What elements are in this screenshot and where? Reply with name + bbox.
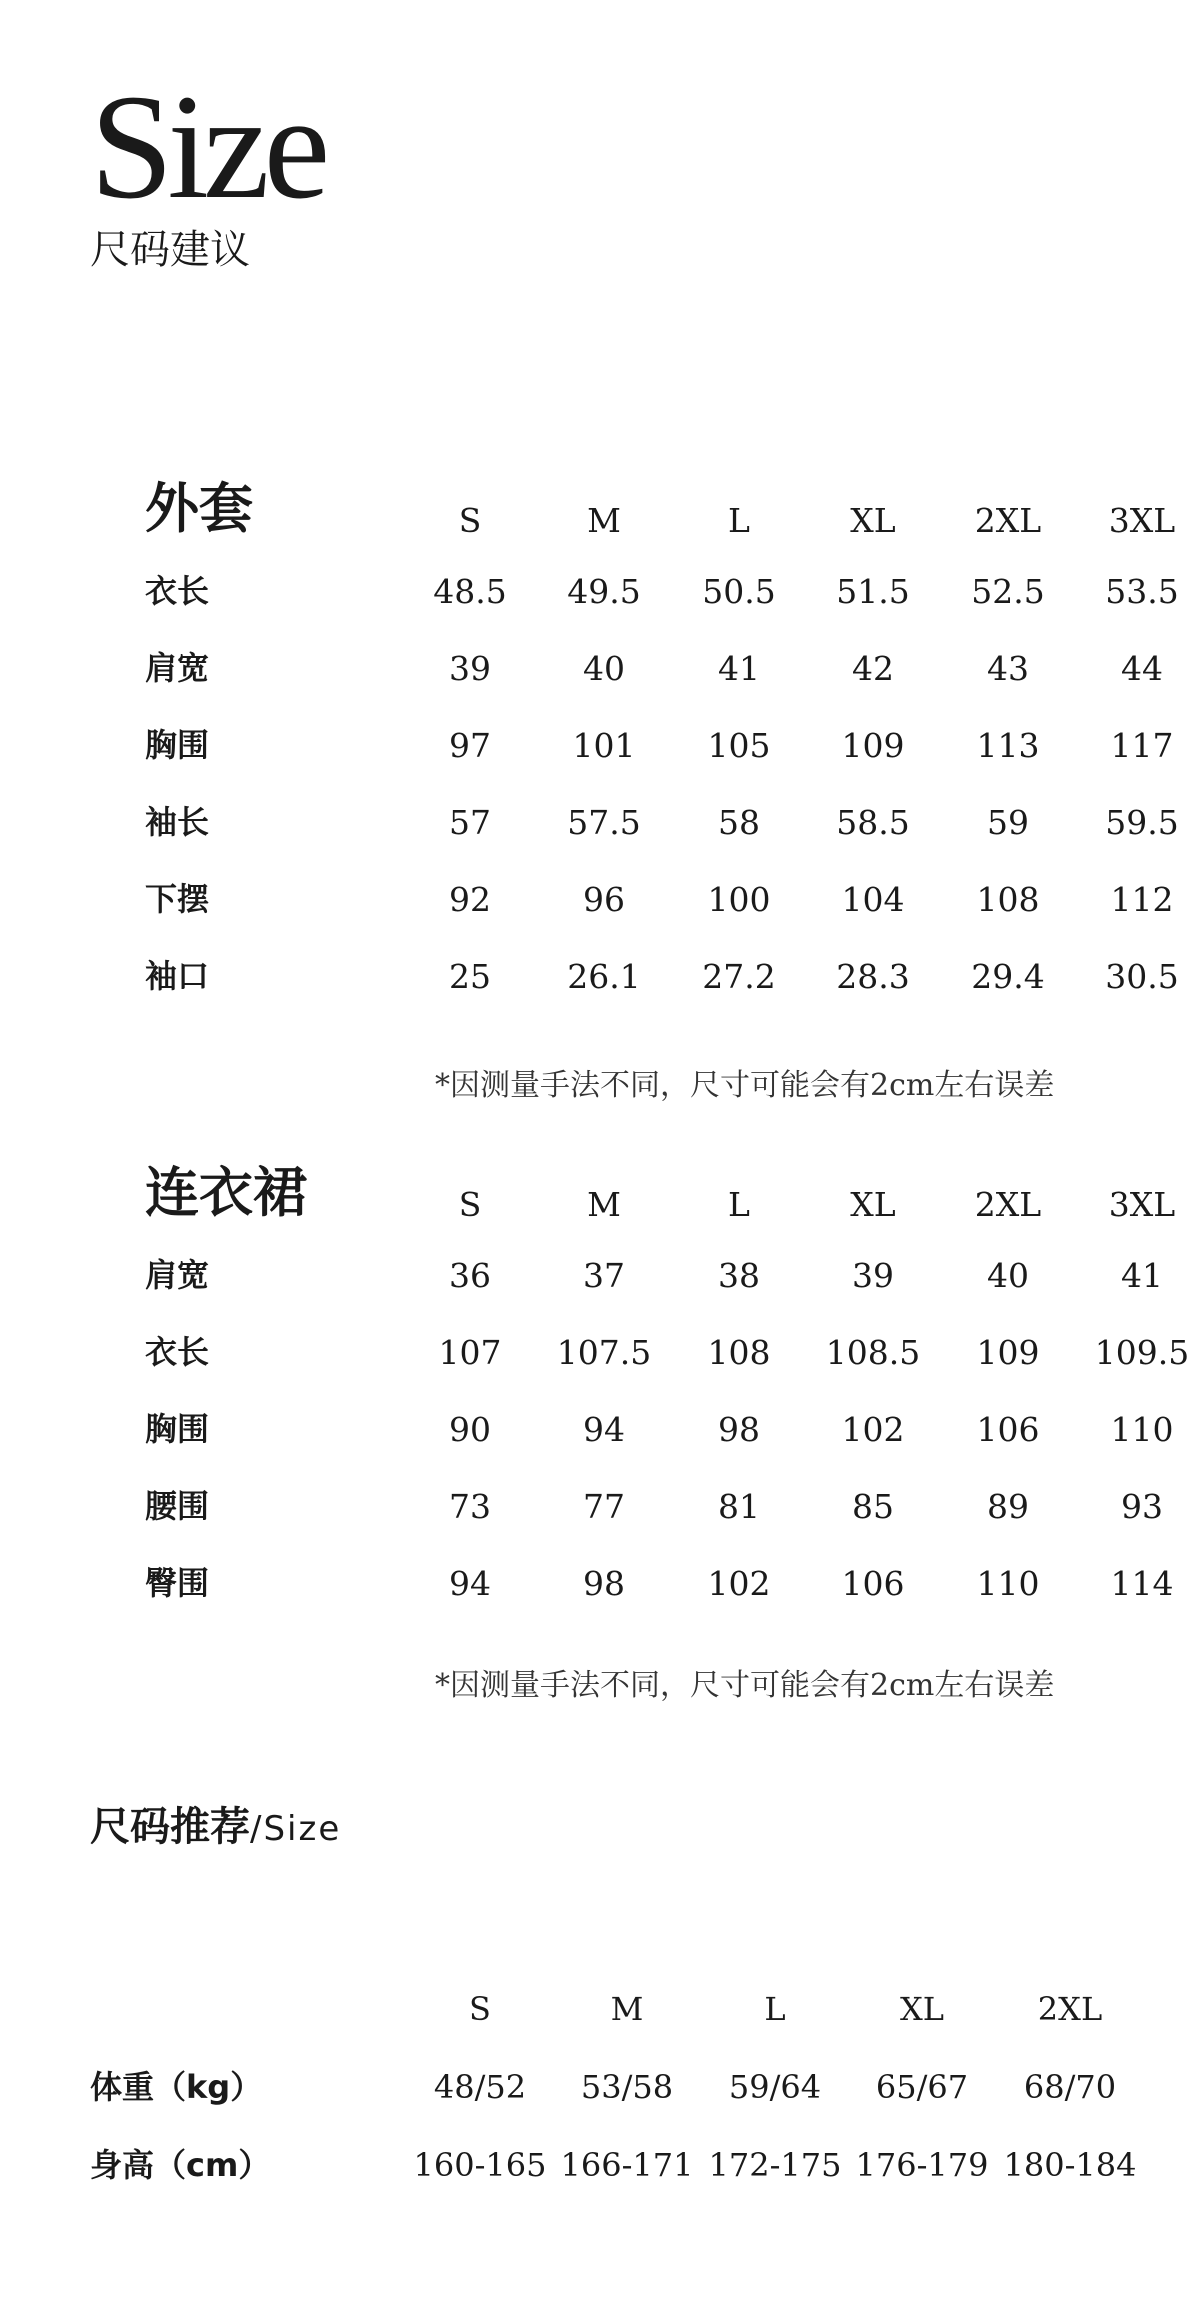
size-header: 3XL (1108, 1185, 1176, 1224)
table-cell: 38 (718, 1256, 760, 1295)
size-header: 3XL (1108, 501, 1176, 540)
table-cell: 117 (1110, 726, 1174, 765)
row-label: 臀围 (145, 1564, 210, 1602)
table-cell: 110 (976, 1564, 1040, 1603)
table-cell: 41 (718, 649, 760, 688)
dress-measurement-note: *因测量手法不同，尺寸可能会有2cm左右误差 (435, 1668, 1055, 1703)
size-header: S (458, 501, 482, 540)
table-cell: 25 (449, 957, 491, 996)
table-row (145, 1545, 1174, 1622)
table-cell: 77 (583, 1487, 625, 1526)
table-cell: 109 (841, 726, 905, 765)
table-cell: 40 (583, 649, 625, 688)
table-cell: 48.5 (433, 572, 507, 611)
row-label: 下摆 (145, 880, 210, 918)
table-cell: 102 (841, 1410, 905, 1449)
row-label: 胸围 (145, 726, 210, 764)
table-cell: 26.1 (567, 957, 641, 996)
table-cell: 94 (449, 1564, 491, 1603)
page-subtitle: 尺码建议 (90, 227, 250, 273)
table-cell: 180-184 (1003, 2146, 1137, 2184)
coat-table-body (145, 553, 1179, 1015)
row-label: 体重（kg） (90, 2068, 263, 2106)
table-cell: 43 (987, 649, 1029, 688)
table-row (145, 784, 1179, 861)
table-cell: 85 (852, 1487, 894, 1526)
recommend-table-body (90, 2048, 1170, 2204)
recommend-title (90, 1795, 341, 1852)
row-label: 腰围 (145, 1487, 210, 1525)
table-cell: 108.5 (825, 1333, 921, 1372)
table-cell: 30.5 (1105, 957, 1179, 996)
table-cell: 94 (583, 1410, 625, 1449)
table-cell: 39 (852, 1256, 894, 1295)
table-row (90, 2048, 1170, 2126)
size-header: S (458, 1185, 482, 1224)
table-row (145, 630, 1163, 707)
table-cell: 57 (449, 803, 491, 842)
coat-size-table (145, 476, 1179, 1015)
size-header: L (728, 1185, 750, 1224)
table-cell: 90 (449, 1410, 491, 1449)
table-cell: 106 (976, 1410, 1040, 1449)
table-row (90, 2126, 1170, 2204)
row-label: 袖长 (145, 803, 210, 841)
table-cell: 107.5 (556, 1333, 652, 1372)
table-row (145, 1237, 1163, 1314)
table-cell: 81 (718, 1487, 760, 1526)
table-row (145, 938, 1179, 1015)
table-cell: 101 (572, 726, 636, 765)
size-header: 2XL (974, 1185, 1042, 1224)
page-title: Size (90, 64, 325, 230)
row-label: 身高（cm） (90, 2146, 271, 2184)
table-cell: 98 (718, 1410, 760, 1449)
table-cell: 166-171 (560, 2146, 694, 2184)
table-row (145, 707, 1174, 784)
table-row (145, 1391, 1174, 1468)
table-row (145, 1314, 1190, 1391)
table-cell: 53.5 (1105, 572, 1179, 611)
table-cell: 109.5 (1094, 1333, 1190, 1372)
table-cell: 98 (583, 1564, 625, 1603)
table-cell: 92 (449, 880, 491, 919)
table-cell: 28.3 (836, 957, 910, 996)
size-header: XL (850, 501, 896, 540)
table-cell: 68/70 (1023, 2068, 1117, 2106)
table-cell: 49.5 (567, 572, 641, 611)
table-cell: 27.2 (702, 957, 776, 996)
row-label: 衣长 (145, 572, 210, 610)
table-header-row (145, 476, 1176, 553)
table-row (145, 1468, 1163, 1545)
table-cell: 172-175 (708, 2146, 842, 2184)
table-cell: 48/52 (433, 2068, 527, 2106)
table-cell: 176-179 (855, 2146, 989, 2184)
size-header: M (587, 501, 621, 540)
table-cell: 50.5 (702, 572, 776, 611)
table-cell: 51.5 (836, 572, 910, 611)
table-cell: 59/64 (728, 2068, 822, 2106)
dress-size-table (145, 1160, 1190, 1622)
size-header: 2XL (974, 501, 1042, 540)
table-cell: 113 (976, 726, 1040, 765)
table-cell: 58.5 (836, 803, 910, 842)
table-cell: 73 (449, 1487, 491, 1526)
table-cell: 93 (1121, 1487, 1163, 1526)
table-cell: 108 (707, 1333, 771, 1372)
recommend-title-en: /Size (250, 1809, 342, 1849)
size-header: XL (899, 1990, 945, 2028)
table-cell: 108 (976, 880, 1040, 919)
table-cell: 59 (987, 803, 1029, 842)
size-header: L (764, 1990, 786, 2028)
table-cell: 42 (852, 649, 894, 688)
table-cell: 53/58 (580, 2068, 674, 2106)
size-header: 2XL (1037, 1990, 1103, 2028)
size-header: M (587, 1185, 621, 1224)
table-cell: 107 (438, 1333, 502, 1372)
table-cell: 58 (718, 803, 760, 842)
table-cell: 29.4 (971, 957, 1045, 996)
table-cell: 102 (707, 1564, 771, 1603)
dress-table-title: 连衣裙 (145, 1161, 307, 1224)
table-cell: 36 (449, 1256, 491, 1295)
table-cell: 65/67 (875, 2068, 969, 2106)
size-header: L (728, 501, 750, 540)
table-cell: 39 (449, 649, 491, 688)
coat-measurement-note: *因测量手法不同，尺寸可能会有2cm左右误差 (435, 1068, 1055, 1103)
page-header (90, 64, 325, 275)
table-header-row (90, 1970, 1170, 2048)
size-header: S (469, 1990, 491, 2028)
size-header: M (610, 1990, 644, 2028)
table-cell: 52.5 (971, 572, 1045, 611)
table-cell: 106 (841, 1564, 905, 1603)
table-cell: 114 (1110, 1564, 1174, 1603)
row-label: 胸围 (145, 1410, 210, 1448)
table-cell: 104 (841, 880, 905, 919)
size-header: XL (850, 1185, 896, 1224)
table-cell: 40 (987, 1256, 1029, 1295)
coat-table-title: 外套 (145, 477, 253, 540)
table-cell: 105 (707, 726, 771, 765)
recommend-table (90, 1970, 1170, 2204)
row-label: 衣长 (145, 1333, 210, 1371)
recommend-title-cn: 尺码推荐 (90, 1804, 250, 1850)
table-row (145, 861, 1174, 938)
table-cell: 37 (583, 1256, 625, 1295)
table-cell: 96 (583, 880, 625, 919)
row-label: 肩宽 (145, 649, 210, 687)
table-cell: 100 (707, 880, 771, 919)
table-cell: 109 (976, 1333, 1040, 1372)
table-cell: 97 (449, 726, 491, 765)
table-cell: 160-165 (413, 2146, 547, 2184)
table-header-row (145, 1160, 1176, 1237)
row-label: 袖口 (145, 957, 210, 995)
table-cell: 44 (1121, 649, 1163, 688)
table-cell: 57.5 (567, 803, 641, 842)
table-cell: 41 (1121, 1256, 1163, 1295)
table-cell: 59.5 (1105, 803, 1179, 842)
table-cell: 112 (1110, 880, 1174, 919)
table-row (145, 553, 1179, 630)
table-cell: 89 (987, 1487, 1029, 1526)
dress-table-body (145, 1237, 1190, 1622)
table-cell: 110 (1110, 1410, 1174, 1449)
row-label: 肩宽 (145, 1256, 210, 1294)
